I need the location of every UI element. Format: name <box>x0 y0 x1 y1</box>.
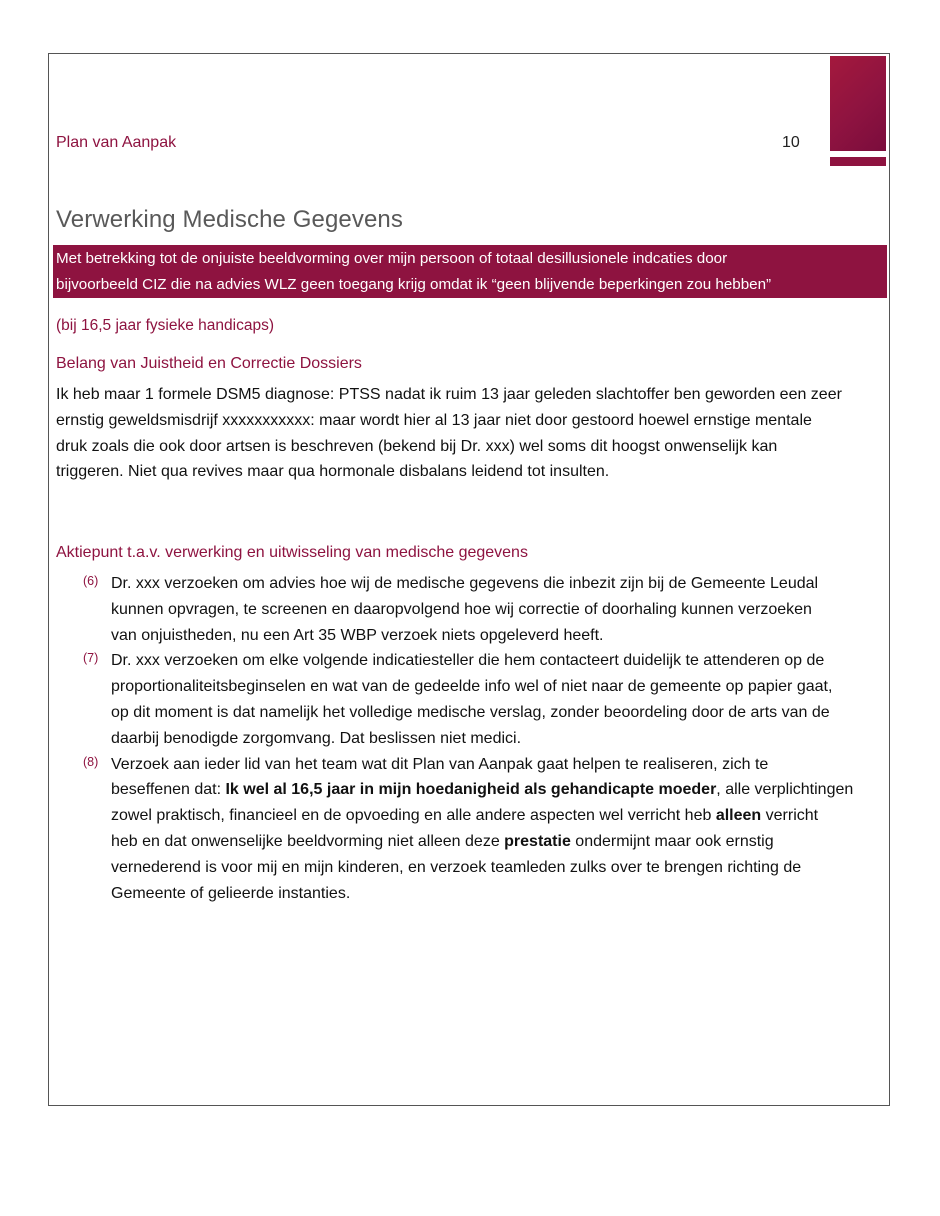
list-line <box>111 803 889 829</box>
bold-text: alleen <box>715 807 762 825</box>
highlight-banner <box>53 245 887 298</box>
section-heading: Verwerking Medische Gegevens <box>56 206 403 233</box>
action-list <box>49 571 889 906</box>
list-line <box>111 829 889 855</box>
text-run: ondermijnt maar ook ernstig <box>570 832 774 850</box>
list-item <box>49 648 889 751</box>
list-line: van onjuistheden, nu een Art 35 WBP verzoek niets opgeleverd heeft. <box>111 626 604 644</box>
paragraph-line: ernstig geweldsmisdrijf xxxxxxxxxxx: maar wordt hier al 13 jaar niet door gestoord hoewel ernstige mentale <box>56 411 812 429</box>
list-line: Verzoek aan ieder lid van het team wat dit Plan van Aanpak gaat helpen te realiseren, zich te <box>111 755 769 773</box>
text-run: heb en dat onwenselijke beeldvorming niet alleen deze <box>111 832 505 850</box>
text-run: verricht <box>761 807 819 825</box>
list-line: kunnen opvragen, te screenen en daaropvolgend hoe wij correctie of doorhaling kunnen verzoeken <box>111 600 812 618</box>
text-run: , alle verplichtingen <box>716 781 854 799</box>
list-item-text <box>111 648 889 751</box>
header-decoration-block <box>830 56 886 151</box>
list-line: proportionaliteitsbeginselen en wat van de gedeelde info wel of niet naar de gemeente op papier gaat, <box>111 678 833 696</box>
paragraph-line: druk zoals die ook door artsen is beschreven (bekend bij Dr. xxx) wel soms dit hoogst onwenselijk kan <box>56 437 778 455</box>
note-text: (bij 16,5 jaar fysieke handicaps) <box>56 317 274 334</box>
subheading: Belang van Juistheid en Correctie Dossiers <box>56 355 362 372</box>
paragraph-line: triggeren. Niet qua revives maar qua hormonale disbalans leidend tot insulten. <box>56 463 610 481</box>
list-line: op dit moment is dat namelijk het volledige medische verslag, zonder beoordeling door de arts van de <box>111 703 830 721</box>
list-number: (6) <box>83 574 99 588</box>
banner-line: bijvoorbeeld CIZ die na advies WLZ geen toegang krijg omdat ik “geen blijvende beperkingen zou hebben” <box>56 276 772 293</box>
list-item-text <box>111 752 889 907</box>
list-item <box>49 571 889 648</box>
list-line: Dr. xxx verzoeken om advies hoe wij de medische gegevens die inbezit zijn bij de Gemeente Leudal <box>111 575 819 592</box>
list-item <box>49 752 889 907</box>
bold-text: prestatie <box>504 832 571 850</box>
page-number: 10 <box>782 134 800 151</box>
list-number: (7) <box>83 651 99 666</box>
list-item-text <box>111 571 889 648</box>
list-line: daarbij benodigde zorgomvang. Dat beslissen niet medici. <box>111 729 522 747</box>
header-decoration-bar <box>830 157 886 166</box>
bold-text: Ik wel al 16,5 jaar in mijn hoedanigheid als gehandicapte moeder <box>225 781 717 799</box>
list-line <box>111 777 889 803</box>
body-paragraph <box>56 382 886 485</box>
paragraph-line: Ik heb maar 1 formele DSM5 diagnose: PTSS nadat ik ruim 13 jaar geleden slachtoffer ben geworden een zeer <box>56 386 842 403</box>
header-title: Plan van Aanpak <box>56 134 177 151</box>
list-line: Gemeente of gelieerde instanties. <box>111 884 351 902</box>
list-line: Dr. xxx verzoeken om elke volgende indicatiesteller die hem contacteert duidelijk te attenderen op de <box>111 652 825 670</box>
banner-line: Met betrekking tot de onjuiste beeldvorming over mijn persoon of totaal desillusionele indcaties door <box>56 250 728 267</box>
document-page <box>48 53 890 1106</box>
list-number: (8) <box>83 754 99 769</box>
text-run: beseffenen dat: <box>111 781 226 799</box>
list-line: vernederend is voor mij en mijn kinderen, en verzoek teamleden zulks over te brengen richting de <box>111 858 802 876</box>
text-run: zowel praktisch, financieel en de opvoeding en alle andere aspecten wel verricht heb <box>111 807 716 825</box>
action-heading: Aktiepunt t.a.v. verwerking en uitwisseling van medische gegevens <box>56 544 528 561</box>
